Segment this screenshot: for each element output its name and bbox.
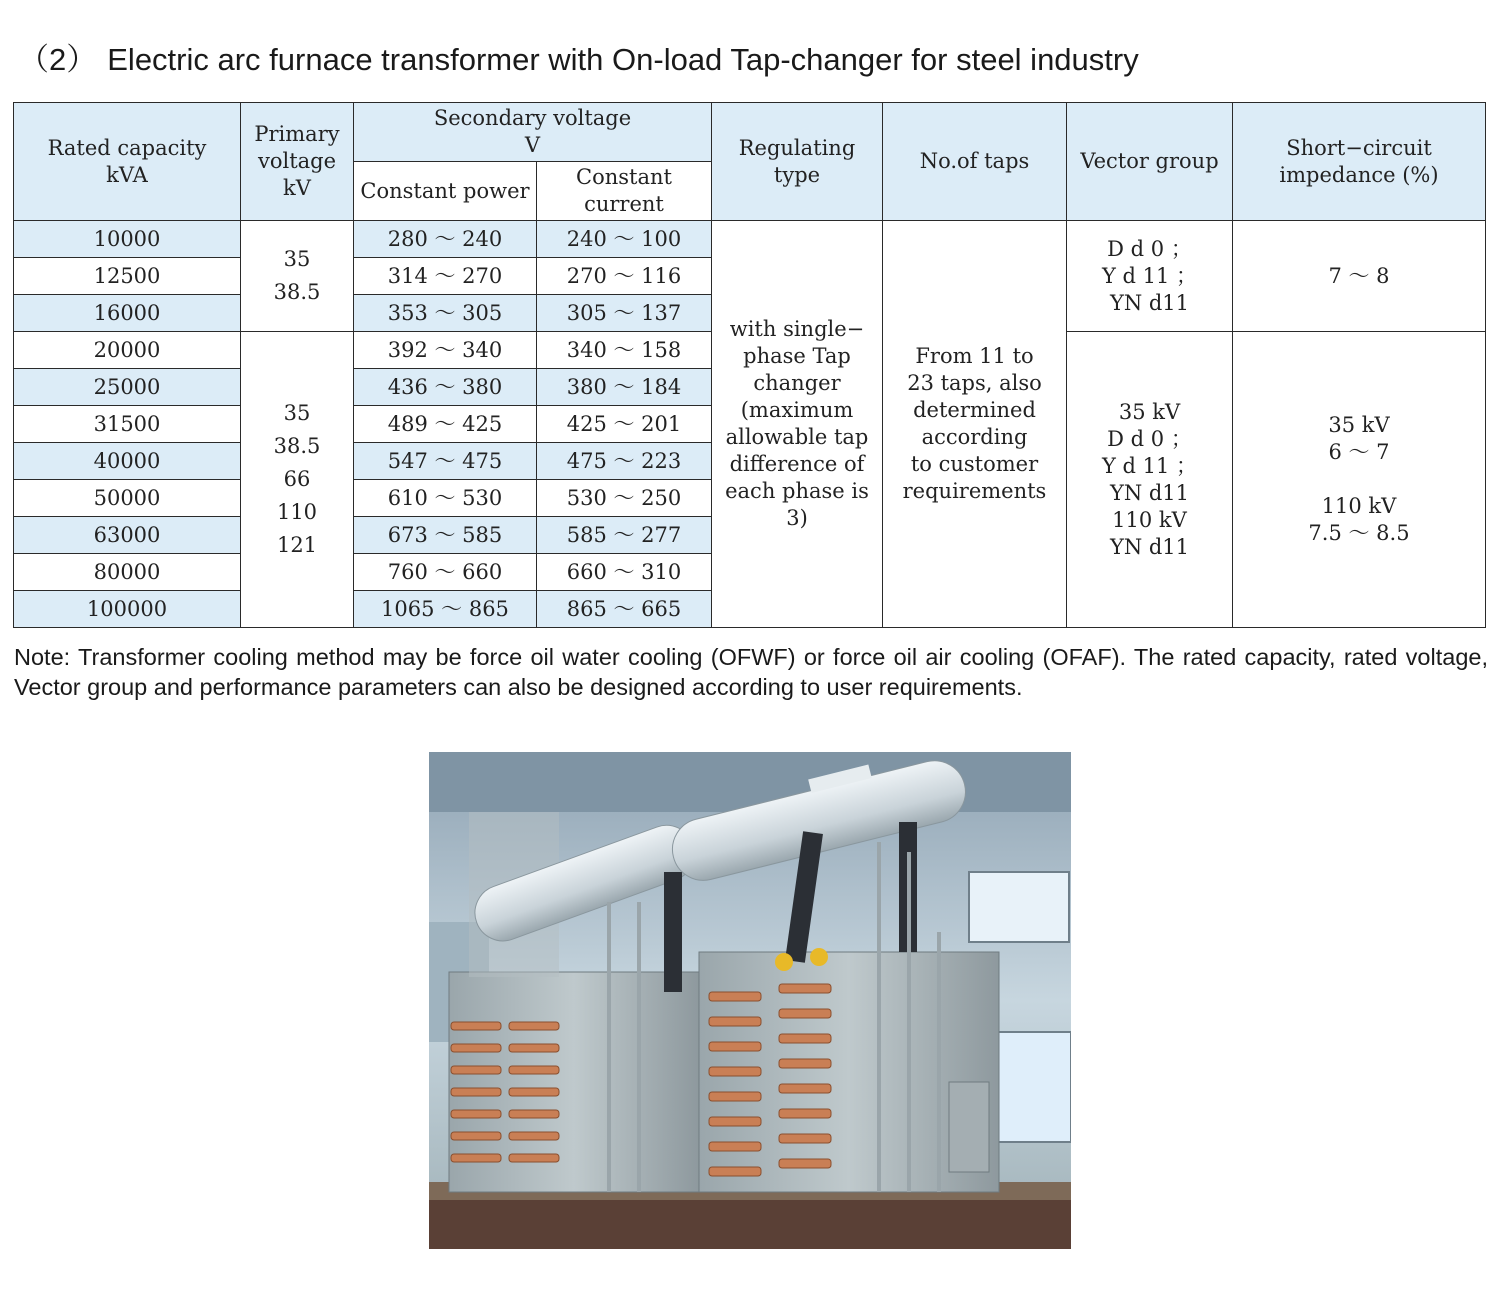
cell-constant-power: 392 ～ 340 [354, 332, 537, 369]
cell-vector-group-group1: D d 0 ； Y d 11 ； YN d11 [1067, 221, 1233, 332]
header-vector-group: Vector group [1067, 103, 1233, 221]
header-primary-voltage: Primary voltage kV [241, 103, 354, 221]
cell-capacity: 80000 [14, 554, 241, 591]
cell-constant-current: 425 ～ 201 [537, 406, 712, 443]
cell-primary-voltage-group1: 35 38.5 [241, 221, 354, 332]
header-regulating-type: Regulating type [712, 103, 883, 221]
cell-constant-current: 340 ～ 158 [537, 332, 712, 369]
cell-capacity: 63000 [14, 517, 241, 554]
cell-capacity: 16000 [14, 295, 241, 332]
cell-constant-power: 280 ～ 240 [354, 221, 537, 258]
cell-capacity: 12500 [14, 258, 241, 295]
cell-constant-current: 585 ～ 277 [537, 517, 712, 554]
cell-constant-current: 530 ～ 250 [537, 480, 712, 517]
header-constant-power: Constant power [354, 162, 537, 221]
header-secondary-voltage: Secondary voltage V [354, 103, 712, 162]
spec-table [13, 102, 1486, 628]
cell-constant-power: 1065 ～ 865 [354, 591, 537, 628]
cell-capacity: 100000 [14, 591, 241, 628]
page-title [18, 34, 1139, 79]
cell-constant-current: 305 ～ 137 [537, 295, 712, 332]
cell-constant-power: 436 ～ 380 [354, 369, 537, 406]
cell-capacity: 20000 [14, 332, 241, 369]
cell-constant-power: 673 ～ 585 [354, 517, 537, 554]
cell-capacity: 50000 [14, 480, 241, 517]
cell-constant-current: 865 ～ 665 [537, 591, 712, 628]
cell-constant-power: 489 ～ 425 [354, 406, 537, 443]
cell-vector-group-group2: 35 kV D d 0 ； Y d 11 ； YN d11 110 kV YN d11 [1067, 332, 1233, 628]
header-constant-current: Constant current [537, 162, 712, 221]
header-short-circuit: Short−circuit impedance (%) [1233, 103, 1486, 221]
cell-regulating-type: with single− phase Tap changer (maximum allowable tap difference of each phase is 3) [712, 221, 883, 628]
cell-constant-current: 270 ～ 116 [537, 258, 712, 295]
footnote: Note: Transformer cooling method may be force oil water cooling (OFWF) or force oil air cooling (OFAF). The rated capacity, rated voltage, Vector group and performance parameters can also be designed according to user requirements. [14, 644, 1488, 700]
cell-constant-power: 353 ～ 305 [354, 295, 537, 332]
table-row [14, 221, 1486, 258]
cell-constant-power: 314 ～ 270 [354, 258, 537, 295]
cell-no-of-taps: From 11 to 23 taps, also determined according to customer requirements [883, 221, 1067, 628]
cell-capacity: 10000 [14, 221, 241, 258]
cell-constant-current: 660 ～ 310 [537, 554, 712, 591]
cell-constant-current: 380 ～ 184 [537, 369, 712, 406]
cell-primary-voltage-group2: 35 38.5 66 110 121 [241, 332, 354, 628]
cell-constant-power: 610 ～ 530 [354, 480, 537, 517]
title-text: Electric arc furnace transformer with On-load Tap-changer for steel industry [107, 42, 1139, 77]
section-number: （2） [18, 42, 98, 77]
cell-constant-current: 240 ～ 100 [537, 221, 712, 258]
header-rated-capacity: Rated capacity kVA [14, 103, 241, 221]
cell-short-circuit-group2: 35 kV 6 ～ 7 110 kV 7.5 ～ 8.5 [1233, 332, 1486, 628]
cell-capacity: 31500 [14, 406, 241, 443]
cell-capacity: 40000 [14, 443, 241, 480]
cell-short-circuit-group1: 7 ～ 8 [1233, 221, 1486, 332]
cell-constant-current: 475 ～ 223 [537, 443, 712, 480]
cell-constant-power: 760 ～ 660 [354, 554, 537, 591]
transformer-photo [429, 752, 1071, 1249]
header-no-of-taps: No.of taps [883, 103, 1067, 221]
cell-capacity: 25000 [14, 369, 241, 406]
cell-constant-power: 547 ～ 475 [354, 443, 537, 480]
